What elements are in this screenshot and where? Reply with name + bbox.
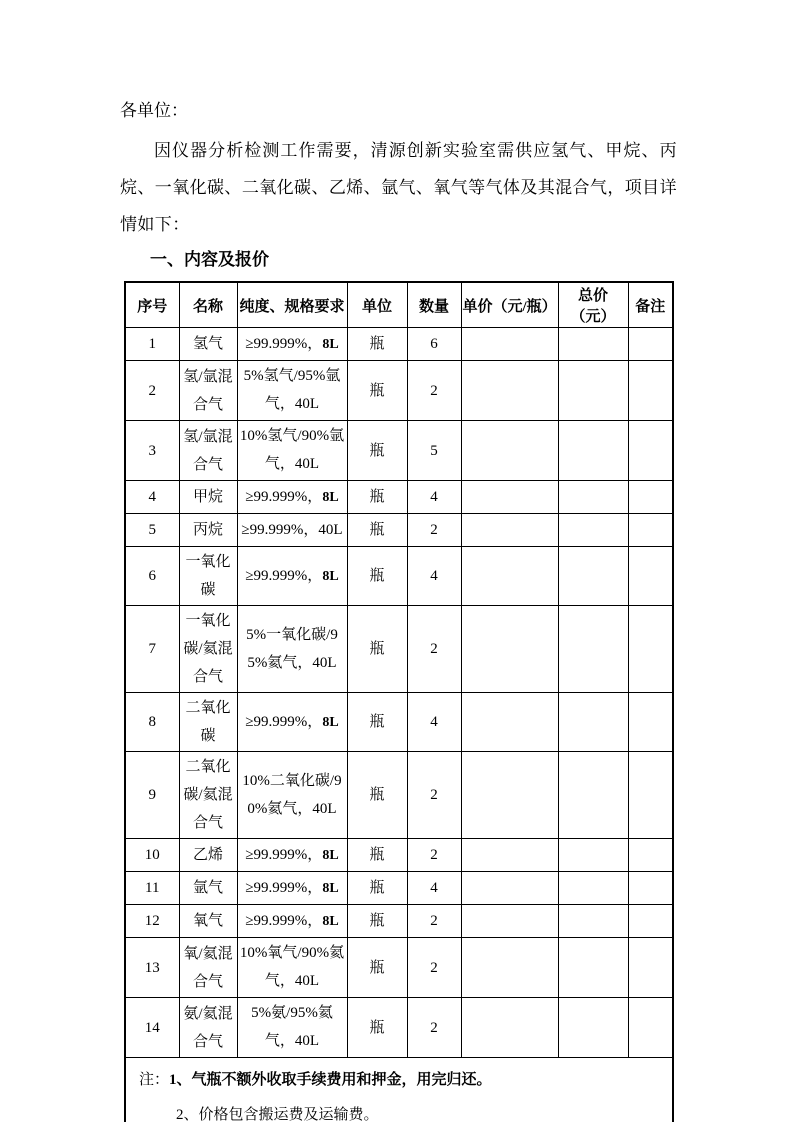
cell-total-price [558, 872, 628, 905]
cell-qty: 2 [407, 905, 461, 938]
cell-spec [237, 514, 347, 547]
cell-unit: 瓶 [347, 693, 407, 752]
cell-qty: 5 [407, 421, 461, 481]
spec-text: 5%氨/95%氦气，40L [251, 1005, 333, 1049]
table-row [125, 481, 673, 514]
cell-remark [628, 328, 673, 361]
spec-text: 10%氧气/90%氦气，40L [239, 945, 345, 989]
cell-name: 甲烷 [179, 481, 237, 514]
cell-spec [237, 998, 347, 1058]
cell-remark [628, 547, 673, 606]
col-header-total-price: 总价（元） [558, 282, 628, 328]
spec-text: ≥99.999%， [245, 488, 323, 505]
spec-bold-text: 8L [322, 336, 339, 352]
note-1: 1、气瓶不额外收取手续费用和押金，用完归还。 [169, 1072, 492, 1088]
cell-no: 10 [125, 839, 179, 872]
cell-remark [628, 361, 673, 421]
cell-total-price [558, 606, 628, 693]
cell-unit-price [461, 606, 558, 693]
cell-remark [628, 839, 673, 872]
cell-remark [628, 606, 673, 693]
cell-qty: 2 [407, 514, 461, 547]
table-row [125, 606, 673, 693]
cell-spec [237, 328, 347, 361]
cell-unit: 瓶 [347, 328, 407, 361]
col-header-no: 序号 [125, 282, 179, 328]
table-row [125, 693, 673, 752]
cell-remark [628, 421, 673, 481]
table-header-row [125, 282, 673, 328]
cell-spec [237, 839, 347, 872]
note-label: 注： [139, 1072, 170, 1088]
table-row [125, 514, 673, 547]
cell-remark [628, 514, 673, 547]
cell-unit-price [461, 839, 558, 872]
cell-qty: 2 [407, 606, 461, 693]
col-header-name: 名称 [179, 282, 237, 328]
cell-qty: 2 [407, 998, 461, 1058]
cell-name: 氨/氦混合气 [179, 998, 237, 1058]
cell-spec [237, 361, 347, 421]
table-row [125, 328, 673, 361]
cell-unit: 瓶 [347, 752, 407, 839]
cell-remark [628, 905, 673, 938]
intro-paragraph: 因仪器分析检测工作需要，清源创新实验室需供应氢气、甲烷、丙烷、一氧化碳、二氧化碳、乙烯、氩气、氧气等气体及其混合气，项目详情如下： [120, 141, 677, 234]
cell-unit-price [461, 872, 558, 905]
spec-bold-text: 8L [322, 489, 339, 505]
cell-unit: 瓶 [347, 514, 407, 547]
cell-remark [628, 938, 673, 998]
col-header-unit: 单位 [347, 282, 407, 328]
spec-text: ≥99.999%， [245, 713, 323, 730]
cell-remark [628, 693, 673, 752]
cell-qty: 4 [407, 693, 461, 752]
cell-unit-price [461, 514, 558, 547]
col-header-unit-price: 单价（元/瓶） [461, 282, 558, 328]
cell-qty: 4 [407, 481, 461, 514]
cell-unit: 瓶 [347, 872, 407, 905]
spec-text: 10%氢气/90%氩气，40L [239, 428, 345, 472]
cell-unit: 瓶 [347, 606, 407, 693]
cell-total-price [558, 328, 628, 361]
cell-total-price [558, 938, 628, 998]
cell-qty: 2 [407, 752, 461, 839]
spec-text: ≥99.999%，40L [241, 521, 343, 538]
cell-spec [237, 872, 347, 905]
table-row [125, 421, 673, 481]
cell-spec [237, 693, 347, 752]
cell-remark [628, 481, 673, 514]
table-row [125, 547, 673, 606]
cell-name: 氧气 [179, 905, 237, 938]
cell-spec [237, 905, 347, 938]
cell-spec [237, 752, 347, 839]
cell-unit-price [461, 905, 558, 938]
cell-unit: 瓶 [347, 481, 407, 514]
note-2: 2、价格包含搬运费及运输费。 [176, 1107, 379, 1122]
spec-text: 5%一氧化碳/95%氦气，40L [246, 626, 338, 671]
cell-no: 2 [125, 361, 179, 421]
cell-unit-price [461, 481, 558, 514]
note-line-1 [139, 1063, 668, 1098]
cell-name: 二氧化碳 [179, 693, 237, 752]
cell-spec [237, 606, 347, 693]
cell-total-price [558, 905, 628, 938]
cell-remark [628, 752, 673, 839]
table-row [125, 872, 673, 905]
cell-unit: 瓶 [347, 547, 407, 606]
cell-unit: 瓶 [347, 938, 407, 998]
table-row [125, 938, 673, 998]
spec-bold-text: 8L [322, 568, 339, 584]
cell-qty: 2 [407, 361, 461, 421]
cell-total-price [558, 693, 628, 752]
cell-no: 5 [125, 514, 179, 547]
cell-unit-price [461, 421, 558, 481]
cell-no: 11 [125, 872, 179, 905]
table-row [125, 361, 673, 421]
cell-remark [628, 998, 673, 1058]
cell-no: 9 [125, 752, 179, 839]
cell-total-price [558, 839, 628, 872]
cell-total-price [558, 481, 628, 514]
notes-row [125, 1058, 673, 1122]
cell-qty: 2 [407, 839, 461, 872]
spec-text: ≥99.999%， [245, 846, 323, 863]
cell-total-price [558, 547, 628, 606]
col-header-qty: 数量 [407, 282, 461, 328]
cell-no: 14 [125, 998, 179, 1058]
cell-no: 3 [125, 421, 179, 481]
spec-text: ≥99.999%， [245, 879, 323, 896]
cell-unit: 瓶 [347, 421, 407, 481]
cell-total-price [558, 514, 628, 547]
section-title: 一、内容及报价 [150, 250, 269, 269]
spec-bold-text: 8L [322, 880, 339, 896]
spec-bold-text: 8L [322, 714, 339, 730]
spec-text: 5%氢气/95%氩气，40L [243, 368, 341, 412]
table-row [125, 905, 673, 938]
notes-cell [125, 1058, 673, 1122]
cell-no: 1 [125, 328, 179, 361]
cell-no: 8 [125, 693, 179, 752]
cell-name: 氩气 [179, 872, 237, 905]
cell-name: 丙烷 [179, 514, 237, 547]
cell-total-price [558, 361, 628, 421]
cell-no: 7 [125, 606, 179, 693]
cell-unit-price [461, 328, 558, 361]
cell-no: 6 [125, 547, 179, 606]
spec-text: ≥99.999%， [245, 912, 323, 929]
cell-qty: 6 [407, 328, 461, 361]
cell-spec [237, 938, 347, 998]
cell-qty: 4 [407, 547, 461, 606]
table-row [125, 998, 673, 1058]
cell-name: 氢/氩混合气 [179, 361, 237, 421]
spec-bold-text: 8L [322, 913, 339, 929]
cell-unit-price [461, 752, 558, 839]
table-row [125, 839, 673, 872]
cell-spec [237, 547, 347, 606]
cell-qty: 2 [407, 938, 461, 998]
cell-name: 氢气 [179, 328, 237, 361]
spec-text: ≥99.999%， [245, 335, 323, 352]
cell-spec [237, 481, 347, 514]
cell-unit: 瓶 [347, 998, 407, 1058]
cell-name: 二氧化碳/氦混合气 [179, 752, 237, 839]
cell-no: 13 [125, 938, 179, 998]
col-header-remark: 备注 [628, 282, 673, 328]
quotation-table [124, 281, 674, 1122]
cell-name: 氢/氩混合气 [179, 421, 237, 481]
cell-total-price [558, 752, 628, 839]
cell-spec [237, 421, 347, 481]
cell-unit-price [461, 361, 558, 421]
cell-name: 氧/氦混合气 [179, 938, 237, 998]
cell-name: 一氧化碳/氦混合气 [179, 606, 237, 693]
cell-unit-price [461, 693, 558, 752]
cell-remark [628, 872, 673, 905]
cell-unit-price [461, 547, 558, 606]
spec-text: 10%二氧化碳/90%氦气，40L [242, 772, 342, 817]
cell-unit: 瓶 [347, 905, 407, 938]
cell-no: 12 [125, 905, 179, 938]
cell-unit-price [461, 938, 558, 998]
col-header-spec: 纯度、规格要求 [237, 282, 347, 328]
cell-qty: 4 [407, 872, 461, 905]
table-row [125, 752, 673, 839]
cell-unit: 瓶 [347, 361, 407, 421]
spec-bold-text: 8L [322, 847, 339, 863]
cell-total-price [558, 421, 628, 481]
cell-name: 一氧化碳 [179, 547, 237, 606]
cell-no: 4 [125, 481, 179, 514]
cell-unit: 瓶 [347, 839, 407, 872]
salutation: 各单位： [120, 101, 188, 120]
cell-name: 乙烯 [179, 839, 237, 872]
spec-text: ≥99.999%， [245, 567, 323, 584]
cell-unit-price [461, 998, 558, 1058]
cell-total-price [558, 998, 628, 1058]
